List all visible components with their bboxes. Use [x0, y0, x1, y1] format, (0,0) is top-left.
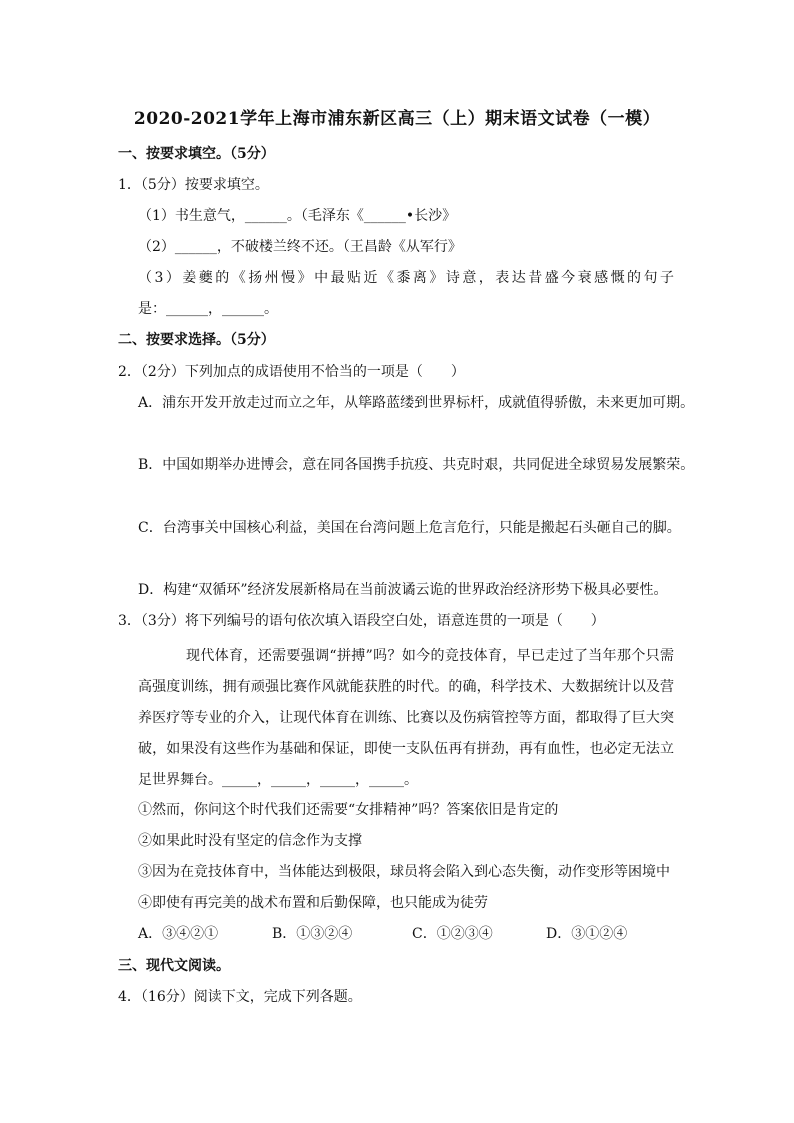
question-3-stem: 3．（3分）将下列编号的语句依次填入语段空白处，语意连贯的一项是（ ） — [118, 613, 605, 629]
question-3-choice-a: A．③④②① — [138, 926, 219, 942]
question-3-sentence-4: ④即使有再完美的战术布置和后勤保障，也只能成为徒劳 — [138, 895, 488, 911]
question-4-stem: 4．（16分）阅读下文，完成下列各题。 — [118, 989, 362, 1005]
section-heading-2: 二、按要求选择。（5分） — [118, 332, 275, 348]
question-3-passage-line: 足世界舞台。_____，_____，_____，_____。 — [138, 772, 418, 788]
question-1-item-3: （3）姜夔的《扬州慢》中最贴近《黍离》诗意，表达昔盛今衰感慨的句子 — [138, 270, 674, 286]
exam-title: 2020-2021学年上海市浦东新区高三（上）期末语文试卷（一模） — [133, 109, 661, 129]
question-1-item-1: （1）书生意气，______。（毛泽东《______•长沙》 — [138, 208, 457, 224]
question-2-option-b: B．中国如期举办进博会，意在同各国携手抗疫、共克时艰，共同促进全球贸易发展繁荣。 — [138, 457, 695, 473]
section-heading-3: 三、现代文阅读。 — [118, 958, 230, 974]
question-3-choice-c: C．①②③④ — [412, 926, 493, 942]
question-3-choice-d: D．③①②④ — [546, 926, 628, 942]
question-2-option-c: C．台湾事关中国核心利益，美国在台湾问题上危言危行，只能是搬起石头砸自己的脚。 — [138, 520, 681, 536]
question-3-passage-line: 现代体育，还需要强调“拼搏”吗？如今的竞技体育，早已走过了当年那个只需 — [186, 648, 674, 664]
question-3-passage-line: 养医疗等专业的介入，让现代体育在训练、比赛以及伤病管控等方面，都取得了巨大突 — [138, 710, 674, 726]
section-heading-1: 一、按要求填空。（5分） — [118, 146, 275, 162]
question-3-choice-b: B．①③②④ — [272, 926, 353, 942]
question-3-sentence-3: ③因为在竞技体育中，当体能达到极限，球员将会陷入到心态失衡，动作变形等困境中 — [138, 864, 670, 880]
question-3-passage-line: 高强度训练，拥有顽强比赛作风就能获胜的时代。的确，科学技术、大数据统计以及营 — [138, 679, 674, 695]
question-2-option-a: A．浦东开发开放走过而立之年，从筚路蓝缕到世界标杆，成就值得骄傲，未来更加可期。 — [138, 395, 695, 411]
question-2-stem: 2．（2分）下列加点的成语使用不恰当的一项是（ ） — [118, 364, 465, 380]
question-2-option-d: D．构建“双循环”经济发展新格局在当前波谲云诡的世界政治经济形势下极具必要性。 — [138, 582, 668, 598]
question-1-item-3-answer: 是：______，______。 — [138, 301, 278, 317]
question-3-sentence-2: ②如果此时没有坚定的信念作为支撑 — [138, 833, 362, 849]
question-1-stem: 1．（5分）按要求填空。 — [118, 177, 269, 193]
question-3-sentence-1: ①然而，你问这个时代我们还需要“女排精神”吗？答案依旧是肯定的 — [138, 802, 559, 818]
question-1-item-2: （2）______，不破楼兰终不还。（王昌龄《从军行》 — [138, 239, 462, 255]
question-3-passage-line: 破，如果没有这些作为基础和保证，即使一支队伍再有拼劲，再有血性，也必定无法立 — [138, 741, 674, 757]
